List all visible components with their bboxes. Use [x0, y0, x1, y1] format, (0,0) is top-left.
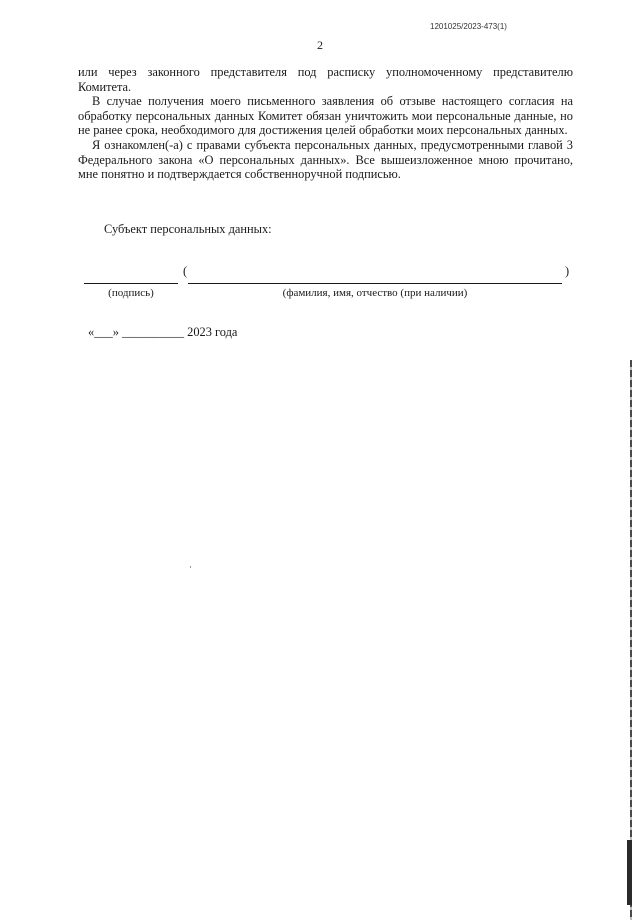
signature-line	[84, 283, 178, 284]
open-parenthesis: (	[183, 264, 188, 278]
document-number: 1201025/2023-473(1)	[430, 22, 507, 31]
full-name-line	[188, 283, 562, 284]
signature-caption: (подпись)	[108, 287, 154, 299]
close-parenthesis: )	[565, 264, 570, 278]
date-line: «___» __________ 2023 года	[88, 325, 238, 339]
full-name-caption: (фамилия, имя, отчество (при наличии)	[282, 287, 468, 299]
paragraph-1: или через законного представителя под расписку уполномоченному представителю Комитета.	[78, 65, 573, 94]
subject-label: Субъект персональных данных:	[104, 222, 272, 236]
scan-speck	[190, 566, 191, 568]
scan-edge-artifact	[630, 360, 632, 920]
paragraph-2: В случае получения моего письменного заявления об отзыве настоящего согласия на обработку персональных данных Комитет обязан уничтожить мои персональные данные, но не ранее срока, необходимого для достижения целей обработки моих персональных данных.	[78, 94, 573, 138]
document-body	[78, 65, 573, 182]
page-number: 2	[317, 38, 323, 52]
scan-edge-shadow	[627, 840, 632, 905]
paragraph-3: Я ознакомлен(-а) с правами субъекта персональных данных, предусмотренными главой 3 Федерального закона «О персональных данных». Все вышеизложенное мною прочитано, мне понятно и подтверждается собственноручной подписью.	[78, 137, 573, 182]
